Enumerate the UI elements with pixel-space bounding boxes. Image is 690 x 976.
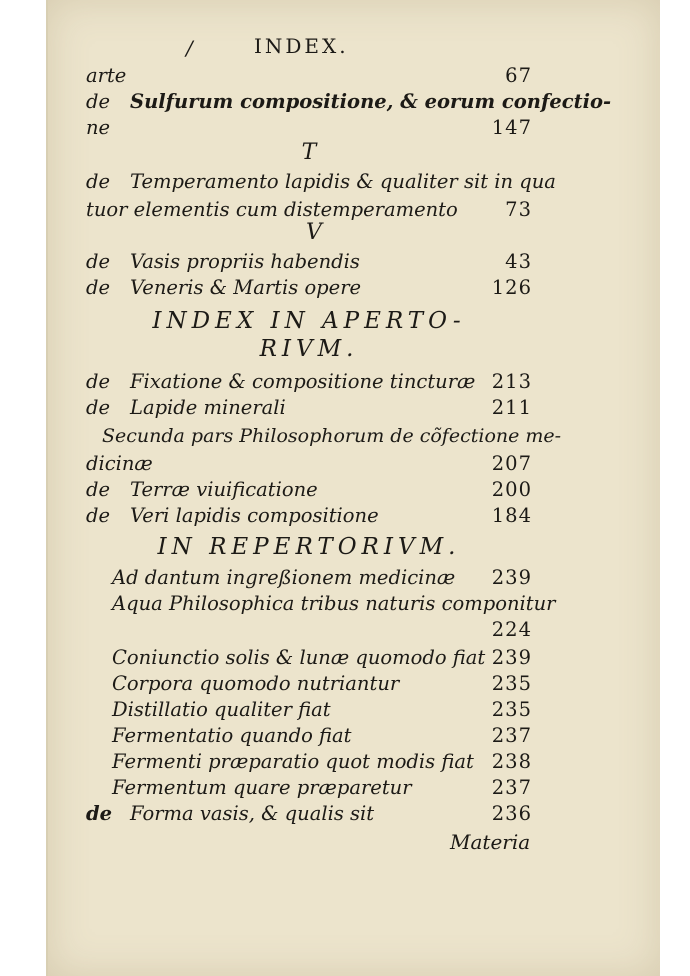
section-heading-apertorium-2: RIVM.: [259, 336, 359, 362]
page-title: INDEX.: [254, 34, 349, 58]
letter-heading-t: T: [301, 140, 317, 165]
catchword: Materia: [450, 830, 531, 854]
letter-heading-v: V: [306, 220, 322, 245]
section-heading-apertorium-1: INDEX IN APERTO-: [152, 308, 466, 334]
header-mark: /: [186, 36, 193, 60]
section-heading-repertorium: IN REPERTORIVM.: [157, 534, 461, 560]
